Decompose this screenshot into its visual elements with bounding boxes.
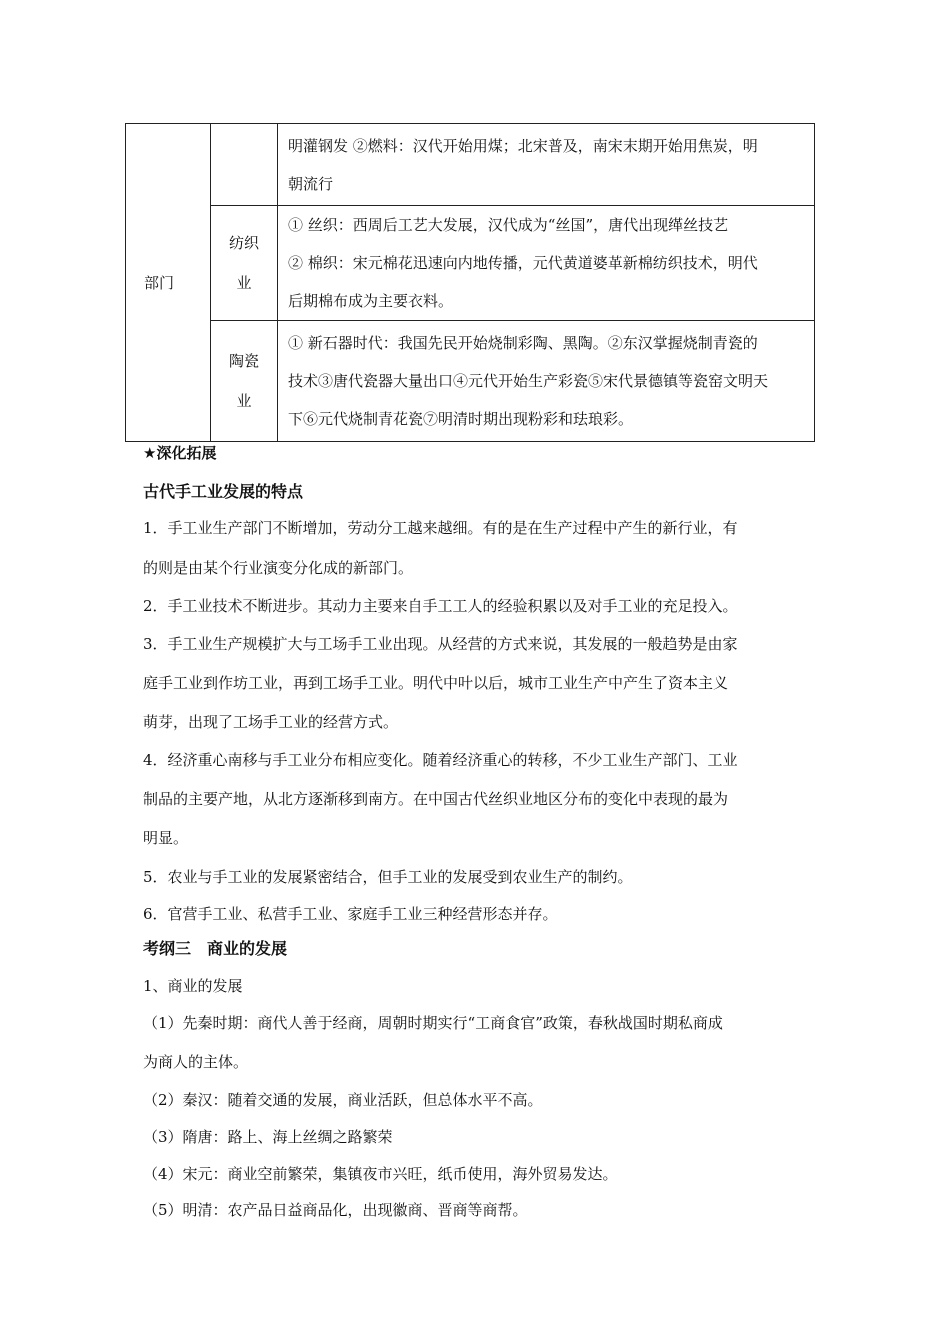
table-row (126, 206, 815, 321)
table-row (126, 321, 815, 442)
paragraph-line: 萌芽，出现了工场手工业的经营方式。 (143, 713, 399, 731)
desc-line: ② 棉织：宋元棉花迅速向内地传播，元代黄道婆革新棉纺织技术，明代 (288, 254, 758, 272)
desc-line: 朝流行 (288, 174, 334, 193)
desc-line: 下⑥元代烧制青花瓷⑦明清时期出现粉彩和珐琅彩。 (288, 410, 634, 428)
paragraph-line: 的则是由某个行业演变分化成的新部门。 (143, 559, 414, 577)
sector-desc-cell (278, 321, 815, 442)
desc-line: ① 新石器时代：我国先民开始烧制彩陶、黑陶。②东汉掌握烧制青瓷的 (288, 334, 758, 352)
dept-cell: 部门 (126, 124, 211, 442)
sector-name-cell (211, 124, 278, 206)
paragraph-line: 制品的主要产地，从北方逐渐移到南方。在中国古代丝织业地区分布的变化中表现的最为 (143, 790, 729, 808)
paragraph-line: 明显。 (143, 829, 189, 847)
handicraft-table (125, 123, 815, 442)
paragraph-line: （5）明清：农产品日益商品化，出现徽商、晋商等商帮。 (143, 1201, 528, 1219)
paragraph-line: 庭手工业到作坊工业，再到工场手工业。明代中叶以后，城市工业生产中产生了资本主义 (143, 674, 729, 692)
sector-name-line: 陶瓷 (228, 352, 259, 370)
sector-name-line: 业 (236, 274, 252, 292)
sector-name-cell (211, 206, 278, 321)
paragraph-line: 5．农业与手工业的发展紧密结合，但手工业的发展受到农业生产的制约。 (143, 868, 633, 886)
paragraph-line: 为商人的主体。 (143, 1053, 249, 1071)
paragraph-line: 1．手工业生产部门不断增加，劳动分工越来越细。有的是在生产过程中产生的新行业，有 (143, 519, 738, 537)
paragraph-line: 2．手工业技术不断进步。其动力主要来自手工工人的经验积累以及对手工业的充足投入。 (143, 597, 738, 615)
paragraph-line: （3）隋唐：路上、海上丝绸之路繁荣 (143, 1128, 393, 1146)
sector-desc-cell (278, 124, 815, 206)
sector-name-line: 业 (236, 392, 252, 410)
desc-line: 技术③唐代瓷器大量出口④元代开始生产彩瓷⑤宋代景德镇等瓷窑文明天 (288, 372, 769, 390)
expand-title: 古代手工业发展的特点 (143, 482, 304, 501)
desc-line: ① 丝织：西周后工艺大发展，汉代成为“丝国”，唐代出现缂丝技艺 (288, 216, 729, 234)
paragraph-line: （1）先秦时期：商代人善于经商，周朝时期实行“工商食官”政策，春秋战国时期私商成 (143, 1014, 723, 1032)
paragraph-line: （2）秦汉：随着交通的发展，商业活跃，但总体水平不高。 (143, 1091, 543, 1109)
expand-heading: ★深化拓展 (143, 444, 217, 462)
paragraph-line: 1、商业的发展 (143, 977, 243, 995)
sector-desc-cell (278, 206, 815, 321)
paragraph-line: 3．手工业生产规模扩大与工场手工业出现。从经营的方式来说，其发展的一般趋势是由家 (143, 635, 738, 653)
table-row (126, 124, 815, 206)
section-heading: 考纲三 商业的发展 (143, 939, 288, 958)
sector-name-line: 纺织 (228, 234, 259, 252)
sector-name-cell (211, 321, 278, 442)
paragraph-line: 4．经济重心南移与手工业分布相应变化。随着经济重心的转移，不少工业生产部门、工业 (143, 751, 738, 769)
desc-line: 后期棉布成为主要衣料。 (288, 292, 454, 310)
paragraph-line: 6．官营手工业、私营手工业、家庭手工业三种经营形态并存。 (143, 905, 558, 923)
paragraph-line: （4）宋元：商业空前繁荣，集镇夜市兴旺，纸币使用，海外贸易发达。 (143, 1165, 618, 1183)
desc-line: 明灌钢发 ②燃料：汉代开始用煤；北宋普及，南宋末期开始用焦炭，明 (288, 136, 758, 155)
